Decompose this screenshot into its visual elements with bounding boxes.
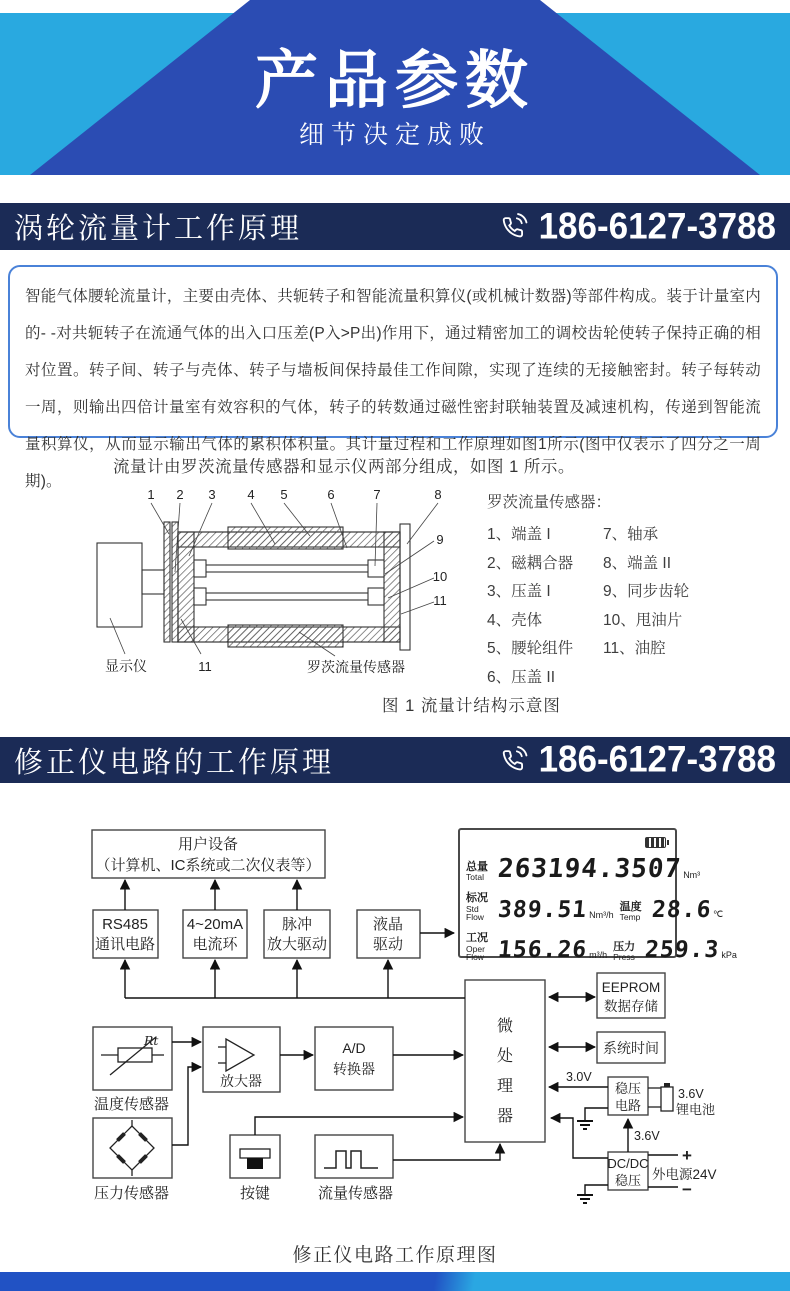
label-roots-sensor: 罗茨流量传感器	[307, 659, 405, 675]
micro-label: 理	[496, 1078, 514, 1095]
rs485-sublabel: 通讯电路	[94, 936, 156, 953]
lcd-press-unit: kPa	[721, 950, 737, 960]
lcd-oper-flow-value: 156.26	[496, 937, 589, 963]
callout-8: 8	[434, 487, 442, 502]
part-item: 10、甩油片	[603, 611, 683, 629]
part-item: 3、压盖 I	[487, 583, 551, 600]
callout-3: 3	[208, 487, 216, 502]
dcdc-sublabel: 稳压	[614, 1173, 642, 1188]
battery-icon	[645, 837, 666, 848]
part-item: 9、同步齿轮	[603, 583, 690, 600]
lcd-total-unit: Nm³	[683, 870, 701, 880]
current-loop-sublabel: 电流环	[192, 936, 238, 953]
lcd-label-cn: 总量	[466, 861, 488, 874]
figure1-lead-text: 流量计由罗茨流量传感器和显示仪两部分组成，如图 1 所示。	[113, 458, 575, 476]
lcd-total-value: 263194.3507	[496, 854, 683, 884]
lcd-label-en: Press	[613, 952, 635, 963]
pulse-drive-label: 脉冲	[281, 916, 313, 933]
lcd-std-flow-unit: Nm³/h	[589, 910, 614, 920]
section-title: 修正仪电路的工作原理	[14, 746, 335, 779]
phone-block	[499, 740, 776, 780]
user-device-sublabel: （计算机、IC系统或二次仪表等）	[95, 857, 321, 874]
part-item: 5、腰轮组件	[487, 640, 574, 657]
vreg-sublabel: 电路	[614, 1098, 642, 1113]
parts-column-1	[487, 521, 573, 692]
rt-label: Rt	[144, 1033, 159, 1048]
lcd-row-oper	[466, 922, 737, 963]
lcd-label-en: Total	[466, 872, 484, 883]
flow-sensor-label: 流量传感器	[318, 1185, 394, 1202]
minus-sign: −	[682, 1180, 692, 1199]
pressure-sensor-label: 压力传感器	[94, 1185, 170, 1202]
temp-sensor-label: 温度传感器	[94, 1096, 170, 1113]
flowmeter-structure-diagram	[85, 486, 520, 711]
lcd-temp-value: 28.6	[650, 897, 713, 923]
pulse-drive-sublabel: 放大驱动	[266, 936, 328, 953]
adc-box	[315, 1027, 393, 1090]
current-loop-label: 4~20mA	[186, 916, 244, 933]
part-item: 8、端盖 II	[603, 554, 672, 572]
plus-sign: +	[682, 1146, 692, 1165]
part-item: 6、压盖 II	[487, 668, 556, 686]
parts-column-2	[603, 521, 689, 664]
temp-sensor-box	[93, 1027, 172, 1090]
lcd-label-cn: 温度	[619, 901, 642, 914]
battery-voltage-label: 3.6V	[678, 1087, 704, 1101]
display-unit-outline	[97, 543, 142, 627]
callout-5: 5	[280, 487, 288, 502]
lcd-label-cn: 压力	[613, 941, 636, 954]
lcd-row-std	[466, 882, 724, 923]
label-display-unit: 显示仪	[105, 658, 147, 674]
phone-block	[499, 207, 776, 247]
phone-icon	[499, 745, 529, 775]
lcd-temp-unit: ℃	[712, 909, 724, 919]
banner	[0, 0, 790, 175]
callout-9: 9	[436, 532, 444, 547]
lcd-label-cn: 标况	[466, 892, 488, 905]
part-item: 4、壳体	[487, 611, 543, 629]
section-header-circuit-principle	[0, 737, 790, 783]
page-subtitle: 细节决定成败	[298, 121, 491, 149]
phone-number: 186-6127-3788	[538, 205, 776, 247]
lcd-label-en: Std	[466, 903, 479, 914]
lcd-drive-sublabel: 驱动	[372, 936, 404, 953]
adc-label: A/D	[342, 1040, 366, 1056]
user-device-label: 用户设备	[177, 836, 239, 853]
micro-label: 处	[496, 1048, 514, 1065]
callout-10: 10	[432, 569, 448, 584]
symbol-battery	[648, 1083, 673, 1111]
lcd-oper-flow-unit: m³/h	[589, 950, 608, 960]
phone-number: 186-6127-3788	[538, 739, 776, 780]
key-label: 按键	[239, 1185, 271, 1202]
external-power-label: 外电源24V	[652, 1167, 717, 1182]
micro-label: 微	[496, 1018, 514, 1035]
section-title: 涡轮流量计工作原理	[14, 213, 303, 245]
vreg-label: 稳压	[614, 1081, 642, 1096]
page-title: 产品参数	[255, 46, 535, 116]
bottom-decoration-bar	[0, 1272, 790, 1291]
lcd-label-en: Flow	[466, 912, 484, 923]
lcd-label-cn: 工况	[466, 932, 488, 945]
system-time-label: 系统时间	[603, 1040, 659, 1056]
amplifier-label: 放大器	[220, 1073, 262, 1089]
flowmeter-body	[97, 522, 410, 650]
callout-7: 7	[373, 487, 381, 502]
part-item: 7、轴承	[603, 526, 659, 543]
figure1-caption: 图 1 流量计结构示意图	[382, 697, 561, 715]
eeprom-label: EEPROM	[601, 980, 661, 995]
intro-paragraph: 智能气体腰轮流量计，主要由壳体、共轭转子和智能流量积算仪(或机械计数器)等部件构成。装于计量室内的- -对共轭转子在流通气体的出入口压差(P入>P出)作用下，通过精密加工的调校齿轮使转子保持正确的相对位置。转子间、转子与壳体、转子与墙板间保持最佳工作间隙，实现了连续的无接触密封。转子每转动一周，则输出四倍计量室有效容积的气体，转子的转数通过磁性密封联轴装置及减速机构，传递到智能流量积算仪，从而显示输出气体的累积体积量。其计量过程和工作原理如图1所示(图中仅表示了四分之一周期)。	[25, 288, 761, 490]
phone-icon	[499, 212, 529, 242]
callout-1: 1	[147, 487, 155, 502]
lcd-std-flow-value: 389.51	[496, 897, 589, 923]
lcd-label-en: Oper	[466, 943, 485, 954]
part-item: 1、端盖 I	[487, 526, 551, 543]
lcd-label-en: Flow	[466, 952, 484, 963]
section-header-working-principle	[0, 203, 790, 250]
voltage-3v6-label: 3.6V	[634, 1129, 660, 1143]
battery-label: 锂电池	[676, 1102, 716, 1117]
lcd-row-total	[466, 842, 701, 884]
callout-2: 2	[176, 487, 184, 502]
rs485-label: RS485	[102, 916, 148, 933]
lcd-press-value: 259.3	[644, 937, 721, 963]
callout-4: 4	[247, 487, 255, 502]
voltage-3v0-label: 3.0V	[566, 1070, 592, 1084]
key-box	[230, 1135, 280, 1178]
part-item: 11、油腔	[603, 640, 666, 657]
callout-6: 6	[327, 487, 335, 502]
parts-list-header: 罗茨流量传感器：	[487, 494, 612, 511]
lcd-label-en: Temp	[619, 912, 641, 923]
callout-11: 11	[433, 593, 447, 608]
figure2-caption: 修正仪电路工作原理图	[292, 1245, 498, 1266]
dcdc-label: DC/DC	[607, 1156, 649, 1171]
figure1-labels	[105, 658, 405, 675]
lcd-display	[458, 828, 737, 963]
lcd-drive-label: 液晶	[372, 916, 404, 933]
micro-label: 器	[496, 1108, 514, 1125]
part-item: 2、磁耦合器	[487, 554, 574, 572]
parts-list	[487, 490, 747, 686]
flow-sensor-box	[315, 1135, 393, 1178]
eeprom-sublabel: 数据存储	[604, 999, 658, 1014]
label-11: 11	[198, 659, 212, 674]
adc-sublabel: 转换器	[333, 1061, 375, 1077]
